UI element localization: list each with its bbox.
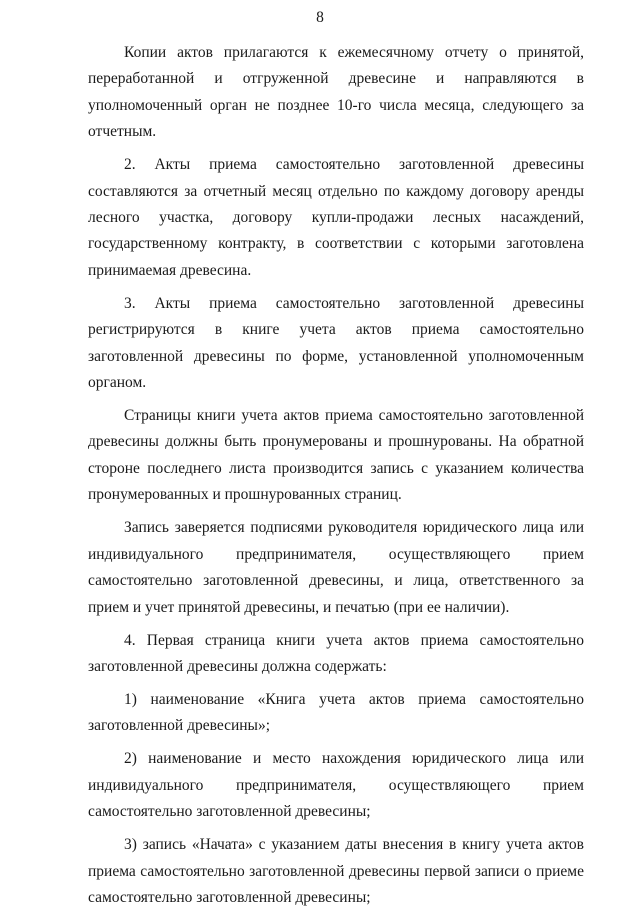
list-item-2: 2) наименование и место нахождения юридического лица или индивидуального предпринимателя, осуществляющего прием самостоятельно заготовленной древесины; bbox=[88, 750, 584, 821]
paragraph-copies-of-acts: Копии актов прилагаются к ежемесячному отчету о принятой, переработанной и отгруженной древесине и направляются в уполномоченный орган не позднее 10-го числа месяца, следующего за отчетным. bbox=[88, 44, 584, 141]
paragraph-signatures: Запись заверяется подписями руководителя юридического лица или индивидуального предпринимателя, осуществляющего прием самостоятельно заготовленной древесины, и лица, ответственного за прием и учет принятой древесины, и печатью (при ее наличии). bbox=[88, 519, 584, 616]
page-number: 8 bbox=[316, 9, 324, 26]
paragraph-item-4: 4. Первая страница книги учета актов приема самостоятельно заготовленной древесины должна содержать: bbox=[88, 631, 584, 675]
list-item-3: 3) запись «Начата» с указанием даты внесения в книгу учета актов приема самостоятельно заготовленной древесины первой записи о приеме самостоятельно заготовленной древесины; bbox=[88, 836, 584, 906]
document-body bbox=[88, 40, 584, 918]
paragraph-book-pages: Страницы книги учета актов приема самостоятельно заготовленной древесины должны быть пронумерованы и прошнурованы. На обратной стороне последнего листа производится запись с указанием количества пронумерованных и прошнурованных страниц. bbox=[88, 407, 584, 504]
paragraph-item-2: 2. Акты приема самостоятельно заготовленной древесины составляются за отчетный месяц отдельно по каждому договору аренды лесного участка, договору купли-продажи лесных насаждений, государственному контракту, в соответствии с которыми заготовлена принимаемая древесина. bbox=[88, 156, 584, 279]
paragraph-item-3: 3. Акты приема самостоятельно заготовленной древесины регистрируются в книге учета актов приема самостоятельно заготовленной древесины по форме, установленной уполномоченным органом. bbox=[88, 294, 584, 392]
list-item-1: 1) наименование «Книга учета актов приема самостоятельно заготовленной древесины»; bbox=[88, 690, 584, 735]
